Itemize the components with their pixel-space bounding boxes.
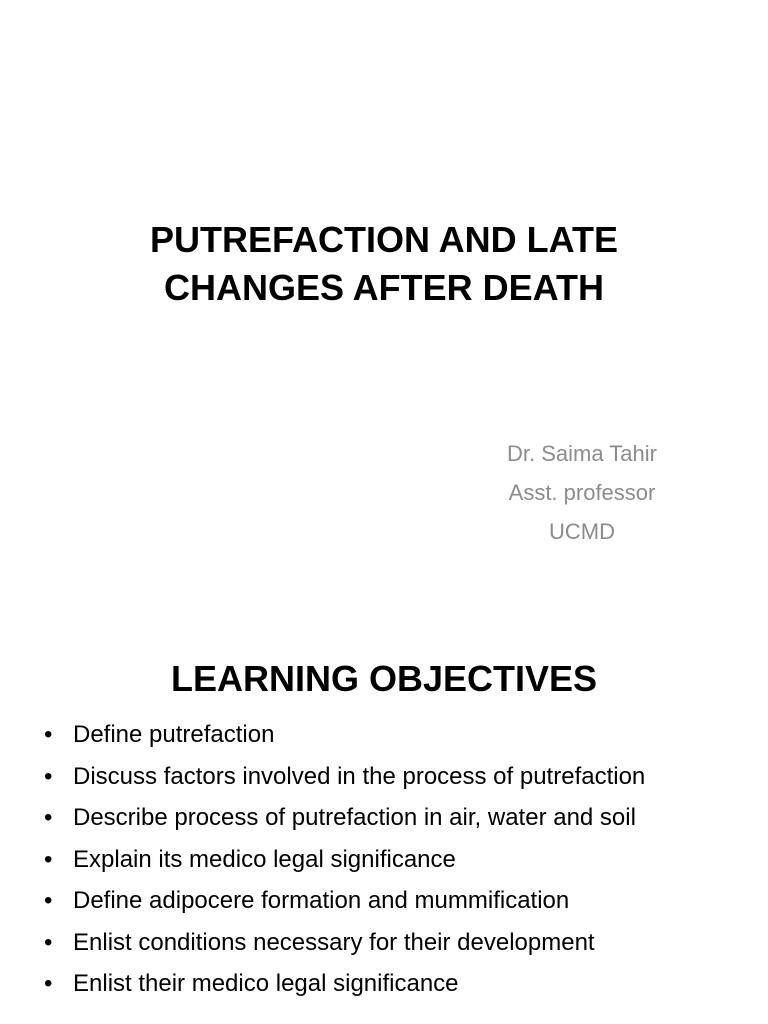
- presenter-position: Asst. professor: [508, 480, 656, 505]
- list-item: [44, 714, 645, 756]
- list-item: [44, 839, 645, 881]
- bullet-icon: •: [44, 721, 53, 748]
- bullet-icon: •: [44, 928, 53, 956]
- bullet-icon: •: [44, 887, 53, 914]
- list-item: [44, 756, 645, 798]
- objectives-heading: LEARNING OBJECTIVES: [170, 657, 598, 699]
- presenter-institution: UCMD: [549, 519, 615, 544]
- objectives-slide: [0, 576, 768, 1024]
- list-item: [44, 963, 645, 1005]
- title-line: PUTREFACTION AND LATE: [150, 219, 618, 261]
- bullet-icon: •: [44, 762, 53, 790]
- list-item-text: Define adipocere formation and mummification: [73, 887, 570, 914]
- list-item-text: Explain its medico legal significance: [73, 845, 456, 873]
- bullet-icon: •: [44, 804, 53, 831]
- list-item-text: Enlist their medico legal significance: [73, 970, 459, 997]
- title-line: CHANGES AFTER DEATH: [164, 267, 604, 309]
- list-item: [44, 797, 645, 839]
- list-item-text: Define putrefaction: [73, 721, 275, 748]
- presentation-title: [0, 216, 768, 312]
- objectives-list: [44, 714, 645, 1005]
- list-item: [44, 922, 645, 964]
- presenter-info: [440, 434, 724, 551]
- list-item-text: Describe process of putrefaction in air, water and soil: [73, 804, 636, 831]
- list-item: [44, 880, 645, 922]
- bullet-icon: •: [44, 970, 53, 997]
- list-item-text: Enlist conditions necessary for their development: [73, 928, 595, 956]
- list-item-text: Discuss factors involved in the process of putrefaction: [73, 762, 646, 790]
- bullet-icon: •: [44, 845, 53, 873]
- presenter-name: Dr. Saima Tahir: [507, 441, 657, 466]
